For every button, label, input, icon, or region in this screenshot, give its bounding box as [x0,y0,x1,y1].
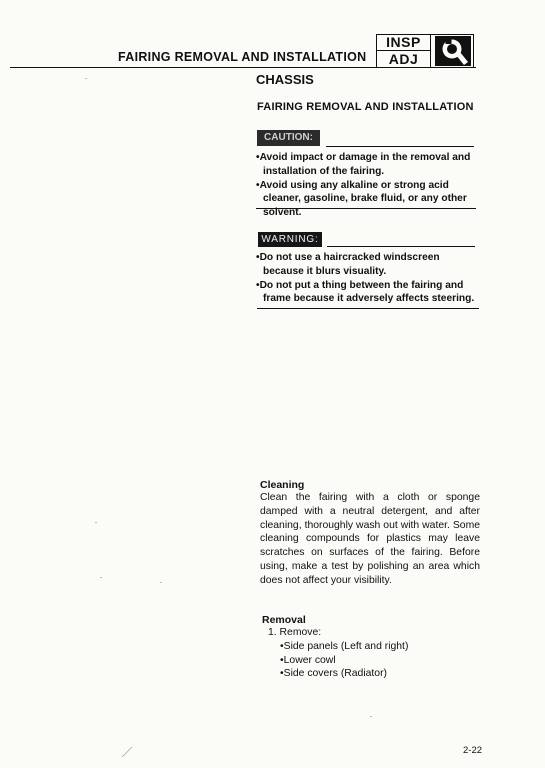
caution-label: CAUTION: [257,130,320,146]
header-title: FAIRING REMOVAL AND INSTALLATION [118,50,367,64]
caution-item: •Avoid impact or damage in the removal and installation of the fairing. [256,152,471,177]
badge-code [377,35,431,67]
warning-item-text: Do not put a thing between the fairing and frame because it adversely affects steering. [259,279,475,305]
caution-label-rule [326,146,474,147]
removal-bullet-list [280,640,408,681]
scan-speck [95,522,97,523]
scan-speck [85,78,87,79]
removal-bullet: •Side panels (Left and right) [280,641,409,652]
removal-bullet-text: Side panels (Left and right) [283,641,409,652]
caution-list [256,151,478,220]
page-number: 2-22 [463,745,483,756]
caution-bottom-rule [256,208,476,209]
pen-mark [120,745,134,759]
scan-speck [100,577,102,578]
warning-item: •Do not put a thing between the fairing and frame because it adversely affects steering. [256,279,475,305]
caution-item: •Avoid using any alkaline or strong acid cleaner, gasoline, brake fluid, or any other solvent. [256,179,467,219]
warning-list [256,251,478,306]
removal-bullet: •Lower cowl [280,654,336,666]
warning-item: •Do not use a haircracked windscreen because it blurs visuality. [256,252,440,277]
cleaning-body: Clean the fairing with a cloth or sponge damped with a neutral detergent, and after cleaning, thoroughly wash out with water. Some cleaning compounds for plastics may leave scratches on surfaces of the fairing. Before using, make a test by polishing an area which does not affect your visibility. [260,492,480,586]
caution-item-text: Avoid impact or damage in the removal and installation of the fairing. [259,152,471,177]
warning-bottom-rule [257,308,479,309]
removal-step: 1. Remove: [268,627,322,638]
removal-bullet-text: Lower cowl [283,654,336,666]
warning-label: WARNING: [258,232,322,247]
removal-bullet: •Side covers (Radiator) [280,668,388,679]
wrench-tool-icon [432,35,473,67]
removal-heading: Removal [262,614,306,626]
warning-label-rule [327,246,475,247]
scan-speck [370,716,372,717]
scan-speck [160,582,162,583]
inspection-badge [376,34,474,68]
cleaning-heading: Cleaning [260,479,305,491]
section-title: CHASSIS [256,72,314,87]
removal-bullet-text: Side covers (Radiator) [283,668,388,679]
caution-item-text: Avoid using any alkaline or strong acid cleaner, gasoline, brake fluid, or any other solvent. [259,179,467,219]
badge-code-top: INSP [377,35,430,51]
badge-code-bottom: ADJ [388,51,419,67]
warning-item-text: Do not use a haircracked windscreen because it blurs visuality. [259,252,440,277]
sub-title: FAIRING REMOVAL AND INSTALLATION [257,101,474,113]
